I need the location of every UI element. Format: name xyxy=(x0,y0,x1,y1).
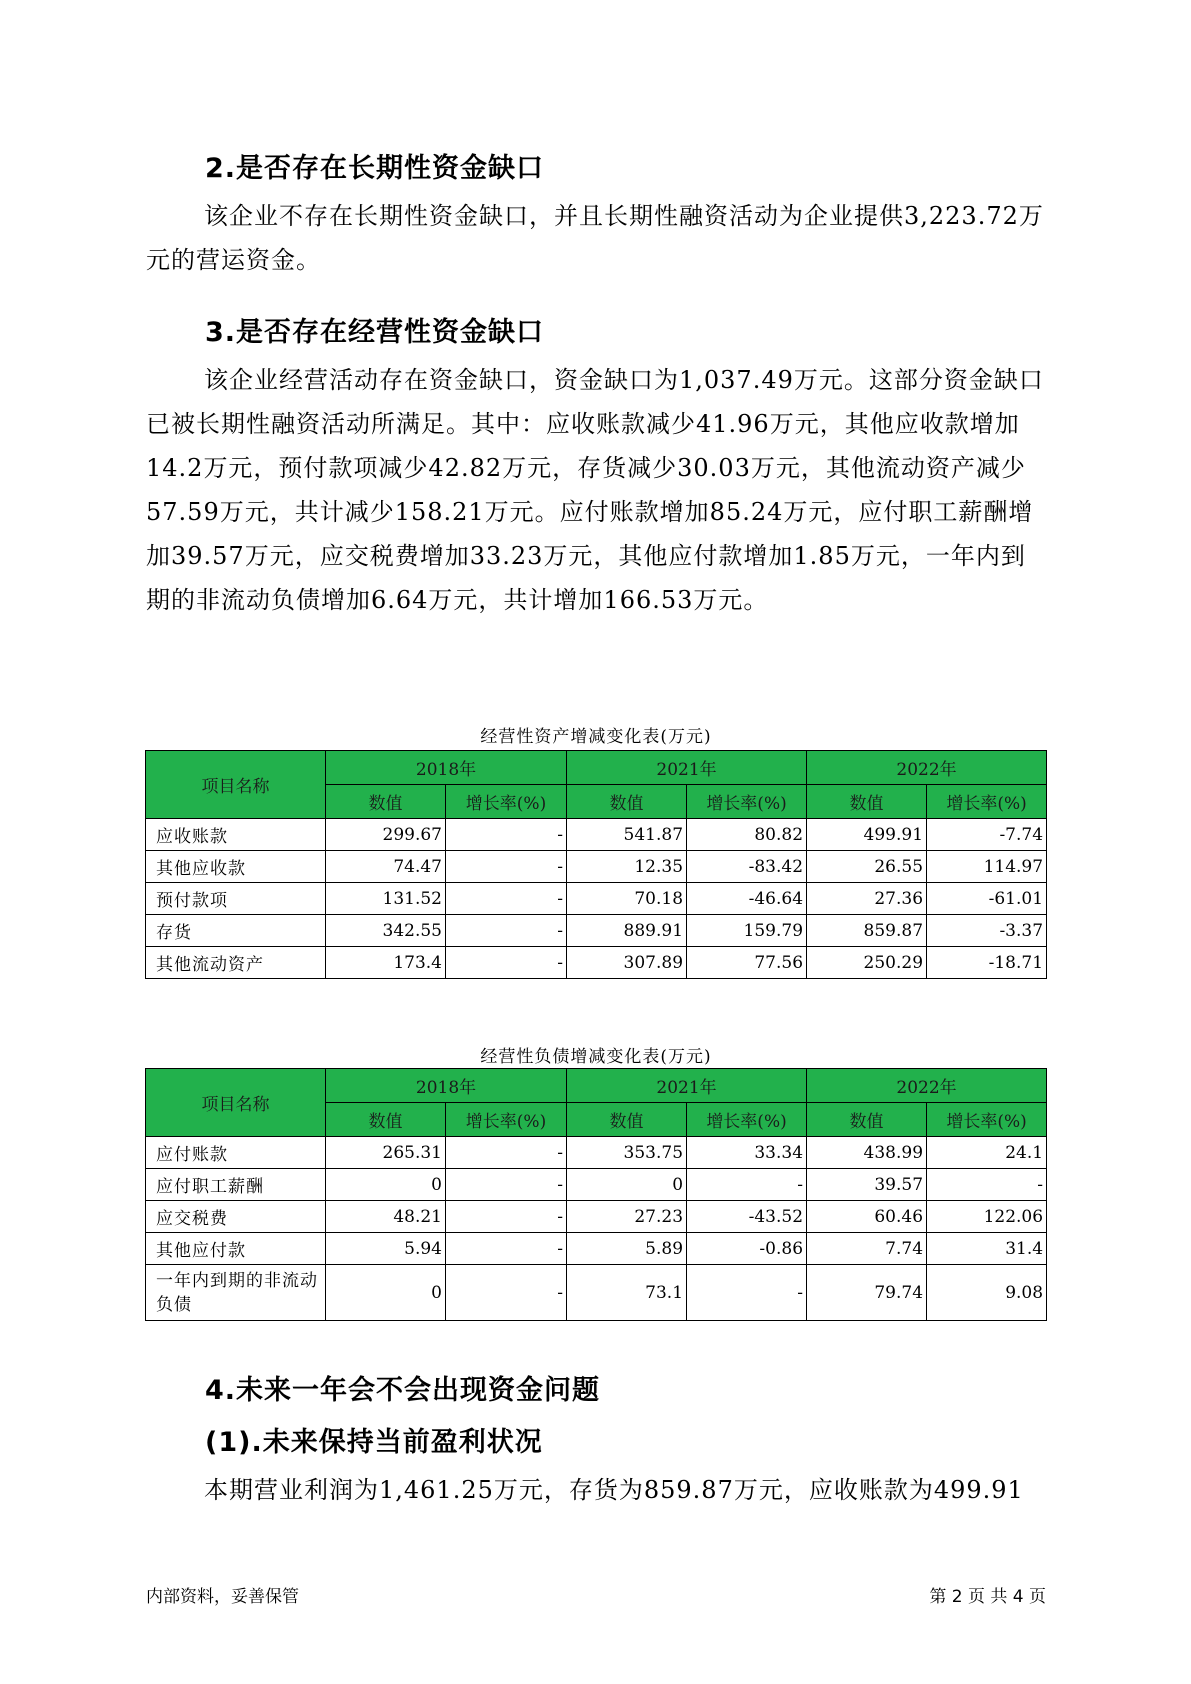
header-year: 2018年 xyxy=(326,1069,567,1103)
header-year: 2022年 xyxy=(807,751,1047,785)
section-heading-3: 3.是否存在经营性资金缺口 xyxy=(205,317,545,348)
header-rate: 增长率(%) xyxy=(927,1103,1047,1137)
row-label: 应付职工薪酬 xyxy=(146,1169,326,1201)
table-cell: - xyxy=(446,819,567,851)
table-row xyxy=(146,851,1047,883)
paragraph-long-term-gap: 该企业不存在长期性资金缺口，并且长期性融资活动为企业提供3,223.72万元的营运资金。 xyxy=(146,202,1044,274)
table-cell: 5.94 xyxy=(326,1233,446,1265)
table-cell: 9.08 xyxy=(927,1265,1047,1321)
table-row xyxy=(146,819,1047,851)
table-title-liabilities: 经营性负债增减变化表(万元) xyxy=(480,1047,712,1067)
table-cell: -0.86 xyxy=(687,1233,807,1265)
table-row xyxy=(146,1201,1047,1233)
table-cell: - xyxy=(446,915,567,947)
table-cell: 299.67 xyxy=(326,819,446,851)
header-value: 数值 xyxy=(807,785,927,819)
header-rate: 增长率(%) xyxy=(927,785,1047,819)
header-item-name: 项目名称 xyxy=(146,1069,326,1137)
table-cell: 499.91 xyxy=(807,819,927,851)
table-cell: -3.37 xyxy=(927,915,1047,947)
table-cell: -7.74 xyxy=(927,819,1047,851)
subsection-heading-4-1: (1).未来保持当前盈利状况 xyxy=(205,1427,543,1458)
table-cell: 27.23 xyxy=(567,1201,687,1233)
table-cell: 250.29 xyxy=(807,947,927,979)
table-row xyxy=(146,1233,1047,1265)
table-cell: - xyxy=(927,1169,1047,1201)
liabilities-change-table xyxy=(145,1068,1047,1321)
table-cell: -43.52 xyxy=(687,1201,807,1233)
table-cell: 159.79 xyxy=(687,915,807,947)
table-cell: -61.01 xyxy=(927,883,1047,915)
table-cell: 541.87 xyxy=(567,819,687,851)
table-cell: - xyxy=(687,1265,807,1321)
table-cell: 48.21 xyxy=(326,1201,446,1233)
paragraph-future-profit: 本期营业利润为1,461.25万元，存货为859.87万元，应收账款为499.91 xyxy=(204,1476,1024,1504)
table-cell: 0 xyxy=(326,1169,446,1201)
table-cell: 74.47 xyxy=(326,851,446,883)
table-cell: 33.34 xyxy=(687,1137,807,1169)
table-cell: 131.52 xyxy=(326,883,446,915)
header-rate: 增长率(%) xyxy=(446,1103,567,1137)
table-cell: 122.06 xyxy=(927,1201,1047,1233)
table-cell: 0 xyxy=(567,1169,687,1201)
table-cell: 353.75 xyxy=(567,1137,687,1169)
table-cell: - xyxy=(446,1169,567,1201)
table-cell: 342.55 xyxy=(326,915,446,947)
table-cell: 12.35 xyxy=(567,851,687,883)
header-value: 数值 xyxy=(807,1103,927,1137)
table-cell: 438.99 xyxy=(807,1137,927,1169)
table-row xyxy=(146,915,1047,947)
table-cell: 26.55 xyxy=(807,851,927,883)
table-cell: - xyxy=(446,1137,567,1169)
row-label: 一年内到期的非流动负债 xyxy=(146,1265,326,1321)
table-row xyxy=(146,1169,1047,1201)
footer-page-number: 第 2 页 共 4 页 xyxy=(929,1587,1046,1607)
table-cell: 0 xyxy=(326,1265,446,1321)
table-cell: 114.97 xyxy=(927,851,1047,883)
table-cell: 39.57 xyxy=(807,1169,927,1201)
row-label: 应收账款 xyxy=(146,819,326,851)
table-cell: 7.74 xyxy=(807,1233,927,1265)
table-cell: - xyxy=(446,1201,567,1233)
table-cell: -46.64 xyxy=(687,883,807,915)
table-cell: 70.18 xyxy=(567,883,687,915)
header-year: 2021年 xyxy=(567,751,807,785)
row-label: 应交税费 xyxy=(146,1201,326,1233)
footer-confidential-note: 内部资料，妥善保管 xyxy=(146,1587,299,1607)
header-value: 数值 xyxy=(326,1103,446,1137)
table-cell: - xyxy=(446,1233,567,1265)
row-label: 其他流动资产 xyxy=(146,947,326,979)
row-label: 其他应付款 xyxy=(146,1233,326,1265)
table-cell: 27.36 xyxy=(807,883,927,915)
table-title-assets: 经营性资产增减变化表(万元) xyxy=(480,727,712,747)
table-row xyxy=(146,883,1047,915)
table-cell: 73.1 xyxy=(567,1265,687,1321)
table-cell: 79.74 xyxy=(807,1265,927,1321)
paragraph-operating-gap: 该企业经营活动存在资金缺口，资金缺口为1,037.49万元。这部分资金缺口已被长期性融资活动所满足。其中：应收账款减少41.96万元，其他应收款增加14.2万元，预付款项减少42.82万元，存货减少30.03万元，其他流动资产减少57.59万元，共计减少158.21万元。应付账款增加85.24万元，应付职工薪酬增加39.57万元，应交税费增加33.23万元，其他应付款增加1.85万元，一年内到期的非流动负债增加6.64万元，共计增加166.53万元。 xyxy=(146,366,1044,614)
table-cell: 80.82 xyxy=(687,819,807,851)
header-rate: 增长率(%) xyxy=(446,785,567,819)
header-value: 数值 xyxy=(326,785,446,819)
header-value: 数值 xyxy=(567,1103,687,1137)
section-heading-4: 4.未来一年会不会出现资金问题 xyxy=(205,1375,601,1406)
table-cell: - xyxy=(446,883,567,915)
table-cell: 307.89 xyxy=(567,947,687,979)
table-cell: - xyxy=(446,1265,567,1321)
table-row xyxy=(146,947,1047,979)
table-cell: -18.71 xyxy=(927,947,1047,979)
table-cell: 60.46 xyxy=(807,1201,927,1233)
table-cell: 5.89 xyxy=(567,1233,687,1265)
table-cell: 77.56 xyxy=(687,947,807,979)
header-year: 2022年 xyxy=(807,1069,1047,1103)
header-year: 2018年 xyxy=(326,751,567,785)
header-value: 数值 xyxy=(567,785,687,819)
table-cell: - xyxy=(446,851,567,883)
table-row xyxy=(146,1265,1047,1321)
row-label: 预付款项 xyxy=(146,883,326,915)
table-cell: 24.1 xyxy=(927,1137,1047,1169)
section-heading-2: 2.是否存在长期性资金缺口 xyxy=(205,153,545,184)
row-label: 其他应收款 xyxy=(146,851,326,883)
header-rate: 增长率(%) xyxy=(687,1103,807,1137)
table-cell: 889.91 xyxy=(567,915,687,947)
table-cell: 859.87 xyxy=(807,915,927,947)
table-cell: 173.4 xyxy=(326,947,446,979)
table-cell: -83.42 xyxy=(687,851,807,883)
table-cell: 265.31 xyxy=(326,1137,446,1169)
table-cell: 31.4 xyxy=(927,1233,1047,1265)
header-item-name: 项目名称 xyxy=(146,751,326,819)
table-cell: - xyxy=(446,947,567,979)
table-row xyxy=(146,1137,1047,1169)
table-cell: - xyxy=(687,1169,807,1201)
header-rate: 增长率(%) xyxy=(687,785,807,819)
assets-change-table xyxy=(145,750,1047,979)
header-year: 2021年 xyxy=(567,1069,807,1103)
row-label: 应付账款 xyxy=(146,1137,326,1169)
row-label: 存货 xyxy=(146,915,326,947)
